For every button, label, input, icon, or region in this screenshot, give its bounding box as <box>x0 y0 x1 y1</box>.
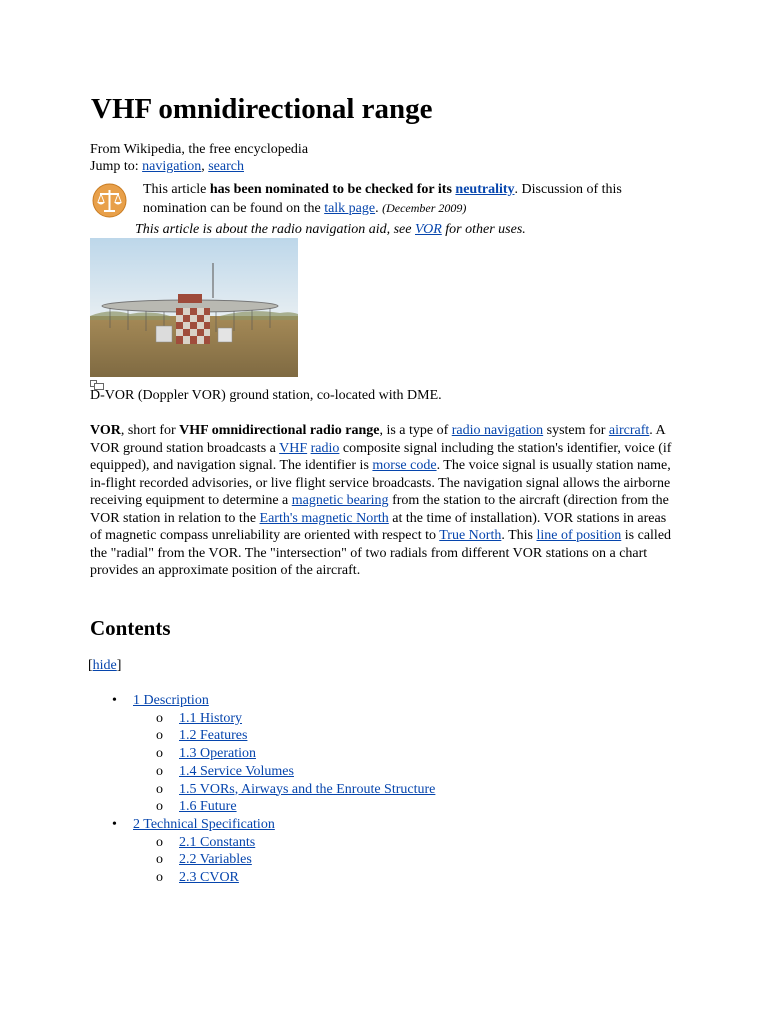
lead-text: from the station to the aircraft (direction from the VOR station in relation to the <box>90 493 669 526</box>
toc-sublink[interactable]: 2.1 Constants <box>179 834 256 850</box>
navigation-link[interactable]: navigation <box>142 159 202 174</box>
toc-subitem <box>0 745 768 763</box>
hatnote <box>135 221 526 239</box>
toc-sub-bullet: o <box>156 763 163 779</box>
magnify-icon[interactable] <box>90 377 104 387</box>
talk-page-link[interactable]: talk page <box>324 201 376 216</box>
vor-disambiguation-link[interactable]: VOR <box>415 222 442 237</box>
notice-text: . <box>375 201 383 216</box>
hide-link[interactable]: hide <box>92 658 117 673</box>
toc-item <box>0 816 768 834</box>
jump-separator: , <box>201 159 205 174</box>
lead-text: , short for <box>120 423 180 438</box>
toc-sub-bullet: o <box>156 799 163 815</box>
search-link[interactable]: search <box>208 159 244 174</box>
page-title: VHF omnidirectional range <box>91 93 433 125</box>
toc-sublink[interactable]: 1.6 Future <box>179 799 237 815</box>
toc-sub-bullet: o <box>156 746 163 762</box>
hide-bracket: [ <box>88 658 93 673</box>
lead-text: . The voice signal is usually station name, in-flight recorded advisories, or live flight service broadcasts. The navigation signal allows the airborne receiving equipment to determine a <box>90 458 671 508</box>
toc-sublink[interactable]: 1.5 VORs, Airways and the Enroute Structure <box>179 781 436 797</box>
lead-text: . A VOR ground station broadcasts a <box>90 423 665 456</box>
toc-sublink[interactable]: 1.4 Service Volumes <box>179 763 294 779</box>
lead-text: is called the "radial" from the VOR. The "intersection" of two radials from different VOR stations on a chart provides an approximate position of the aircraft. <box>90 528 672 578</box>
toc-subitem <box>0 834 768 852</box>
magnetic-bearing-link[interactable]: magnetic bearing <box>291 493 389 508</box>
neutrality-notice <box>143 181 683 218</box>
radio-link[interactable]: radio <box>310 440 340 456</box>
toc-sub-bullet: o <box>156 834 163 850</box>
jump-label: Jump to: <box>90 159 139 174</box>
toc-sub-bullet: o <box>156 781 163 797</box>
lead-text: at the time of installation). VOR stations in areas of magnetic compass unreliability are oriented with respect to <box>90 510 667 543</box>
toc-item <box>0 692 768 710</box>
lead-bold-term: VOR <box>90 423 121 438</box>
toc-sublink[interactable]: 1.3 Operation <box>179 746 256 762</box>
notice-text: This article <box>143 182 210 197</box>
toc-sublink[interactable]: 2.3 CVOR <box>179 870 239 885</box>
lead-bold-term: VHF omnidirectional radio range <box>179 423 380 438</box>
toc-subitem <box>0 851 768 869</box>
lead-paragraph <box>90 422 680 580</box>
true-north-link[interactable]: True North <box>439 528 502 543</box>
aircraft-link[interactable]: aircraft <box>608 423 650 438</box>
toc-subitem <box>0 727 768 745</box>
lead-text: . This <box>501 528 537 543</box>
figure-caption: D-VOR (Doppler VOR) ground station, co-located with DME. <box>90 388 442 403</box>
toc-subitem <box>0 710 768 728</box>
toc-link[interactable]: 1 Description <box>133 693 209 708</box>
toc-sublink[interactable]: 2.2 Variables <box>179 852 252 868</box>
toc-subitem <box>0 763 768 781</box>
lead-text: system for <box>543 423 609 438</box>
scales-icon <box>91 183 128 218</box>
notice-bold <box>210 182 515 197</box>
vhf-link[interactable]: VHF <box>279 440 308 456</box>
hatnote-text: This article is about the radio navigation aid, see <box>135 222 415 237</box>
toc-subitem <box>0 781 768 799</box>
toc-sub-bullet: o <box>156 710 163 726</box>
notice-bold-text: has been nominated to be checked for its <box>209 182 456 197</box>
lead-text: , is a type of <box>379 423 452 438</box>
notice-date: (December 2009) <box>382 201 467 215</box>
toc-subitem <box>0 798 768 816</box>
toc-bullet: • <box>112 693 117 708</box>
toc-sub-bullet: o <box>156 852 163 868</box>
hide-toggle <box>88 657 121 675</box>
jump-links <box>90 158 244 176</box>
toc-sublink[interactable]: 1.1 History <box>179 710 242 726</box>
neutrality-link[interactable]: neutrality <box>455 182 515 197</box>
radio-navigation-link[interactable]: radio navigation <box>451 423 544 438</box>
contents-heading: Contents <box>90 616 171 640</box>
toc-sublink[interactable]: 1.2 Features <box>179 728 248 744</box>
lead-text: composite signal including the station's identifier, voice (if equipped), and navigation signal. The identifier is <box>90 440 672 473</box>
toc-subitem <box>0 869 768 887</box>
vor-station-photo[interactable] <box>90 238 298 377</box>
line-of-position-link[interactable]: line of position <box>536 528 622 543</box>
toc-sub-bullet: o <box>156 870 163 885</box>
notice-text: . Discussion of this nomination can be found on the <box>143 182 622 216</box>
hide-bracket: ] <box>116 658 122 673</box>
site-subtitle: From Wikipedia, the free encyclopedia <box>90 142 309 157</box>
morse-code-link[interactable]: morse code <box>372 458 437 473</box>
toc-bullet: • <box>112 816 117 832</box>
earths-magnetic-north-link[interactable]: Earth's magnetic North <box>259 510 389 526</box>
hatnote-text: for other uses. <box>441 222 526 237</box>
toc-link[interactable]: 2 Technical Specification <box>133 816 275 832</box>
toc-sub-bullet: o <box>156 728 163 744</box>
